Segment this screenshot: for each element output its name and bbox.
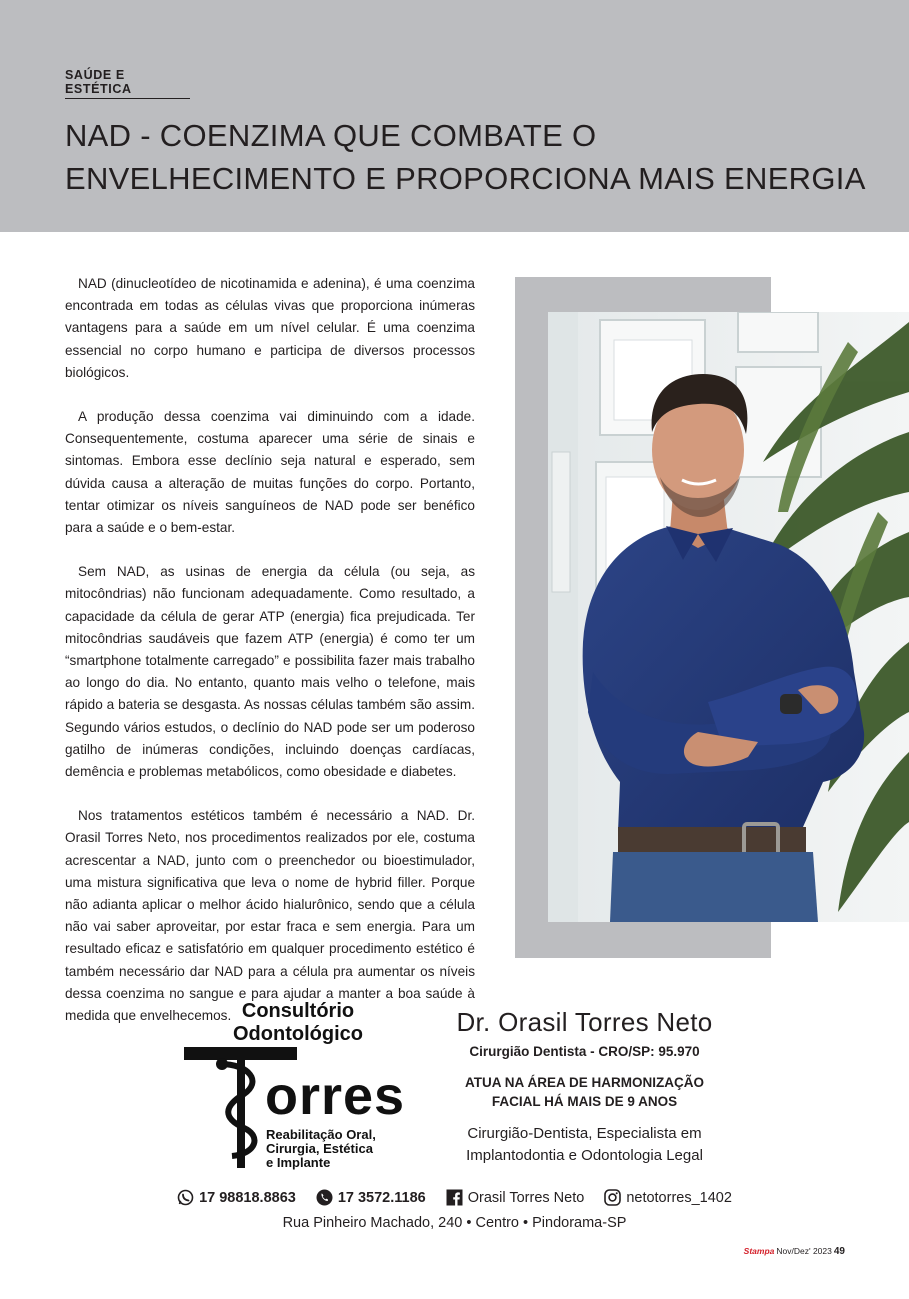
doctor-info bbox=[432, 1004, 737, 1167]
header-band bbox=[0, 0, 909, 232]
paragraph-4: Nos tratamentos estéticos também é necessário a NAD. Dr. Orasil Torres Neto, nos procedimentos realizados por ele, costuma acrescentar a NAD, junto com o preenchedor ou bioestimulador, uma mistura significativa que leva o nome de hybrid filler. Porque não adianta aplicar o melhor ácido hialurônico, sendo que a célula não vai saber aproveitar, por estar fraca e sem energia. Para um resultado eficaz e satisfatório em qualquer procedimento estético é também necessário dar NAD para a célula pra aumentar os níveis dessa coenzima no sangue e para ajudar a manter a boa saúde à medida que envelhecemos. bbox=[65, 808, 475, 1024]
logo-title bbox=[198, 1000, 398, 1046]
phone-number: 17 3572.1186 bbox=[337, 1189, 426, 1206]
instagram-contact[interactable] bbox=[604, 1189, 732, 1206]
title-line-2: ENVELHECIMENTO E PROPORCIONA MAIS ENERGIA bbox=[65, 161, 866, 196]
whatsapp-contact[interactable] bbox=[177, 1189, 296, 1206]
doctor-cro: Cirurgião Dentista - CRO/SP: 95.970 bbox=[469, 1044, 700, 1059]
section-label: SAÚDE E ESTÉTICA bbox=[65, 68, 190, 99]
paragraph-1: NAD (dinucleotídeo de nicotinamida e adenina), é uma coenzima encontrada em todas as células vivas que proporciona inúmeras vantagens para a saúde em um nível celular. É uma coenzima essencial no corpo humano e participa de diversos processos biológicos. bbox=[65, 276, 475, 380]
article-body bbox=[65, 273, 475, 1049]
whatsapp-number: 17 98818.8863 bbox=[199, 1189, 296, 1206]
area-line-2: FACIAL HÁ MAIS DE 9 ANOS bbox=[491, 1094, 678, 1109]
logo-line-1: Consultório bbox=[241, 1000, 355, 1022]
magazine-issue: Nov/Dez' 2023 bbox=[776, 1246, 832, 1256]
doctor-photo bbox=[548, 312, 909, 922]
doctor-area bbox=[432, 1073, 737, 1111]
logo-tagline-1: Reabilitação Oral, bbox=[266, 1127, 376, 1142]
doctor-portrait-illustration bbox=[548, 312, 909, 922]
spec-line-1: Cirurgião-Dentista, Especialista em bbox=[467, 1125, 702, 1142]
area-line-1: ATUA NA ÁREA DE HARMONIZAÇÃO bbox=[465, 1075, 704, 1090]
facebook-contact[interactable] bbox=[446, 1189, 585, 1206]
logo-line-2: Odontológico bbox=[233, 1023, 363, 1045]
spec-line-2: Implantodontia e Odontologia Legal bbox=[466, 1147, 703, 1164]
page-title bbox=[65, 114, 885, 200]
doctor-specialty bbox=[432, 1123, 737, 1167]
facebook-icon bbox=[446, 1189, 463, 1206]
clinic-address: Rua Pinheiro Machado, 240 • Centro • Pindorama-SP bbox=[282, 1215, 627, 1231]
whatsapp-icon bbox=[177, 1189, 194, 1206]
clinic-logo bbox=[180, 1000, 410, 1175]
phone-contact[interactable] bbox=[316, 1189, 426, 1206]
facebook-handle: Orasil Torres Neto bbox=[467, 1189, 585, 1206]
magazine-brand: Stampa bbox=[743, 1246, 775, 1256]
logo-tagline bbox=[266, 1128, 416, 1170]
doctor-name: Dr. Orasil Torres Neto bbox=[456, 1007, 713, 1037]
paragraph-2: A produção dessa coenzima vai diminuindo com a idade. Consequentemente, costuma aparecer uma série de sinais e sintomas. Embora esse declínio seja natural e esperado, sem dúvida causa a alteração de muitas funções do corpo. Portanto, tentar otimizar os níveis sanguíneos de NAD pode ser benéfico para a saúde e o bem-estar. bbox=[65, 409, 475, 536]
contact-row bbox=[0, 1189, 909, 1206]
logo-wordmark: orres bbox=[265, 1066, 406, 1126]
logo-tagline-2: Cirurgia, Estética bbox=[266, 1141, 373, 1156]
instagram-icon bbox=[604, 1189, 621, 1206]
page-folio bbox=[744, 1246, 845, 1257]
page-number: 49 bbox=[833, 1246, 845, 1257]
logo-tagline-3: e Implante bbox=[266, 1155, 331, 1170]
paragraph-3: Sem NAD, as usinas de energia da célula (ou seja, as mitocôndrias) não funcionam adequadamente. Como resultado, a capacidade da célula de gerar ATP (energia) fica prejudicada. Ter mitocôndrias saudáveis que fazem ATP (energia) é como ter um “smartphone totalmente carregado” e possibilita fazer mais trabalho ao longo do dia. No entanto, quanto mais velho o telefone, mais rápido a bateria se desgasta. As nossas células também são assim. Segundo vários estudos, o declínio do NAD pode ser um poderoso gatilho de inúmeras condições, incluindo doenças cardíacas, demência e problemas metabólicos, como obesidade e diabetes. bbox=[65, 564, 475, 780]
caduceus-icon bbox=[210, 1056, 272, 1168]
instagram-handle: netotorres_1402 bbox=[626, 1189, 732, 1206]
phone-icon bbox=[316, 1189, 333, 1206]
title-line-1: NAD - COENZIMA QUE COMBATE O bbox=[65, 118, 597, 153]
